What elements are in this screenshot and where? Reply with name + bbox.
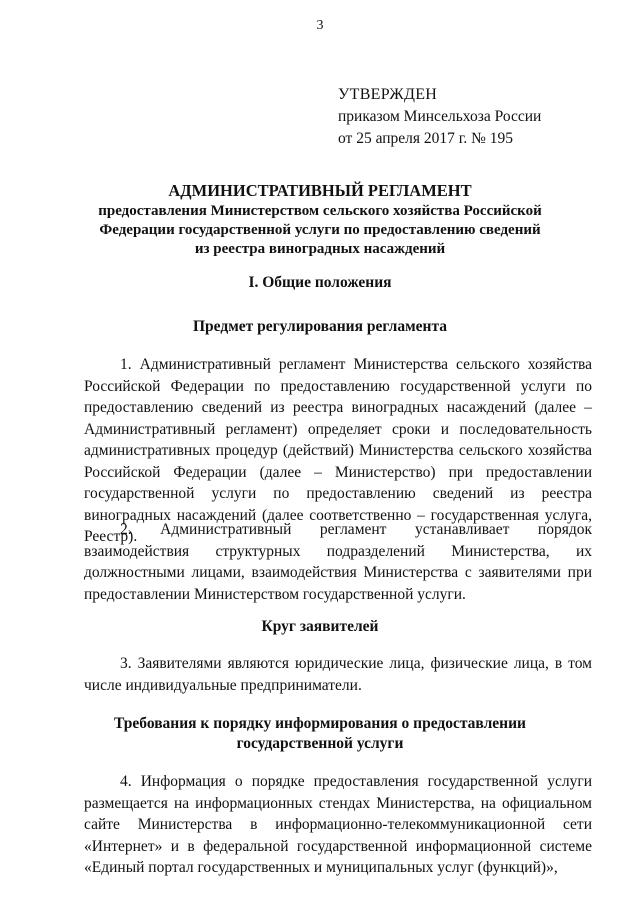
section-heading: I. Общие положения	[248, 274, 392, 291]
paragraph-4: 4. Информация о порядке предоставления государственной услуги размещается на информационных стендах Министерства, на официальном сайте Министерства в информационно-телекоммуникационной сети «Интернет» и в федеральной государственной информационной системе «Единый портал государственных и муниципальных услуг (функций)»,	[84, 773, 592, 876]
paragraph-3: 3. Заявителями являются юридические лица, физические лица, в том числе индивидуальные предприниматели.	[84, 655, 592, 694]
approval-order: приказом Минсельхоза России	[338, 108, 542, 125]
document-title	[0, 180, 640, 259]
title-line-1: предоставления Министерством сельского хозяйства Российской	[98, 203, 542, 219]
subheading-applicants: Круг заявителей	[261, 618, 379, 635]
page-number: 3	[316, 18, 324, 33]
subheading-informing	[0, 714, 640, 754]
approval-stamp	[338, 84, 541, 150]
title-line-2: Федерации государственной услуги по предоставлению сведений	[99, 222, 541, 238]
subheading-informing-line-2: государственной услуги	[236, 735, 404, 752]
paragraph-2: 2. Административный регламент устанавливает порядок взаимодействия структурных подразделений Министерства, их должностными лицами, взаимодействия Министерства с заявителями при предоставлении Министерством государственной услуги.	[84, 521, 592, 603]
approval-date: от 25 апреля 2017 г. № 195	[338, 130, 514, 147]
approval-label: УТВЕРЖДЕН	[338, 86, 438, 103]
title-main: АДМИНИСТРАТИВНЫЙ РЕГЛАМЕНТ	[168, 181, 472, 200]
paragraph-1: 1. Административный регламент Министерства сельского хозяйства Российской Федерации по предоставлению государственной услуги по предоставлению сведений из реестра виноградных насаждений (далее – Административный регламент) определяет сроки и последовательность административных процедур (действий) Министерства сельского хозяйства Российской Федерации (далее – Министерство) при предоставлении государственной услуги по предоставлению сведений из реестра виноградных насаждений (далее соответственно – государственная услуга, Реестр).	[84, 356, 592, 545]
subheading-informing-line-1: Требования к порядку информирования о предоставлении	[114, 715, 526, 732]
subheading-subject: Предмет регулирования регламента	[193, 318, 447, 335]
title-line-3: из реестра виноградных насаждений	[194, 241, 446, 257]
